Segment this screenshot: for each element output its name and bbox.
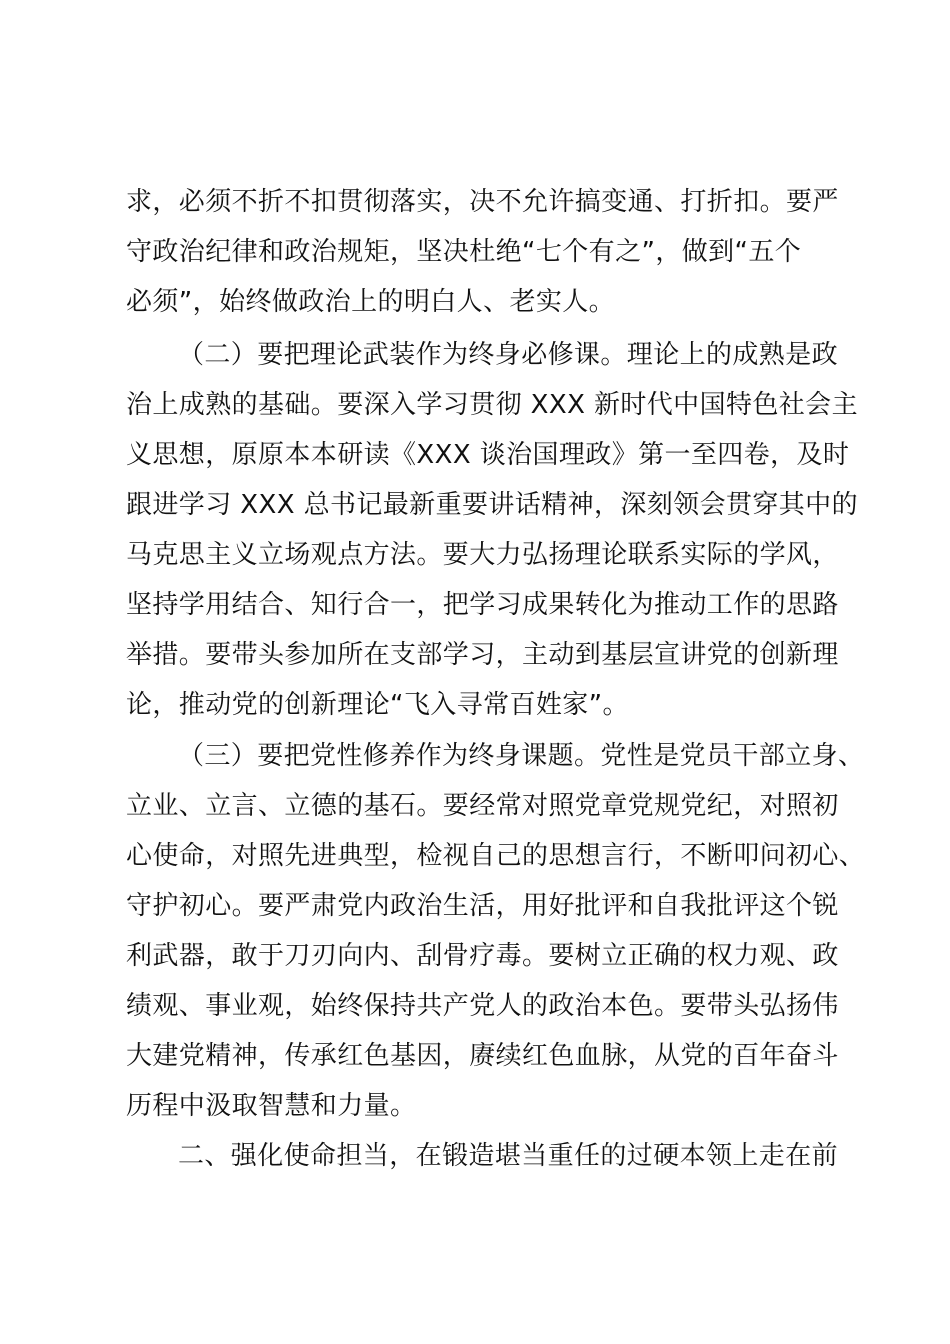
text-line: 历程中汲取智慧和力量。 [126,1091,417,1121]
text-line: 大建党精神，传承红色基因，赓续红色血脉，从党的百年奋斗 [126,1041,839,1071]
text-line: 治上成熟的基础。要深入学习贯彻 XXX 新时代中国特色社会主 [126,390,858,420]
paragraph-start-line: （二）要把理论武装作为终身必修课。理论上的成熟是政 [178,340,839,370]
text-line: 利武器，敢于刀刃向内、刮骨疗毒。要树立正确的权力观、政 [126,941,839,971]
text-line: 立业、立言、立德的基石。要经常对照党章党规党纪，对照初 [126,791,839,821]
text-line: 举措。要带头参加所在支部学习，主动到基层宣讲党的创新理 [126,640,839,670]
section-heading: 二、强化使命担当，在锻造堪当重任的过硬本领上走在前 [178,1141,839,1171]
text-line: 必须”，始终做政治上的明白人、老实人。 [126,287,616,317]
text-line: 坚持学用结合、知行合一，把学习成果转化为推动工作的思路 [126,590,839,620]
paragraph-start-line: （三）要把党性修养作为终身课题。党性是党员干部立身、 [178,741,865,771]
text-line: 心使命，对照先进典型，检视自己的思想言行，不断叩问初心、 [126,841,866,871]
text-line: 绩观、事业观，始终保持共产党人的政治本色。要带头弘扬伟 [126,991,839,1021]
text-line: 马克思主义立场观点方法。要大力弘扬理论联系实际的学风， [126,540,839,570]
text-line: 跟进学习 XXX 总书记最新重要讲话精神，深刻领会贯穿其中的 [126,490,858,520]
text-line: 论，推动党的创新理论“飞入寻常百姓家”。 [126,690,629,720]
text-line: 求，必须不折不扣贯彻落实，决不允许搞变通、打折扣。要严 [126,187,839,217]
text-line: 守政治纪律和政治规矩，坚决杜绝“七个有之”，做到“五个 [126,237,802,267]
text-line: 守护初心。要严肃党内政治生活，用好批评和自我批评这个锐 [126,891,839,921]
text-line: 义思想，原原本本研读《XXX 谈治国理政》第一至四卷，及时 [126,440,850,470]
